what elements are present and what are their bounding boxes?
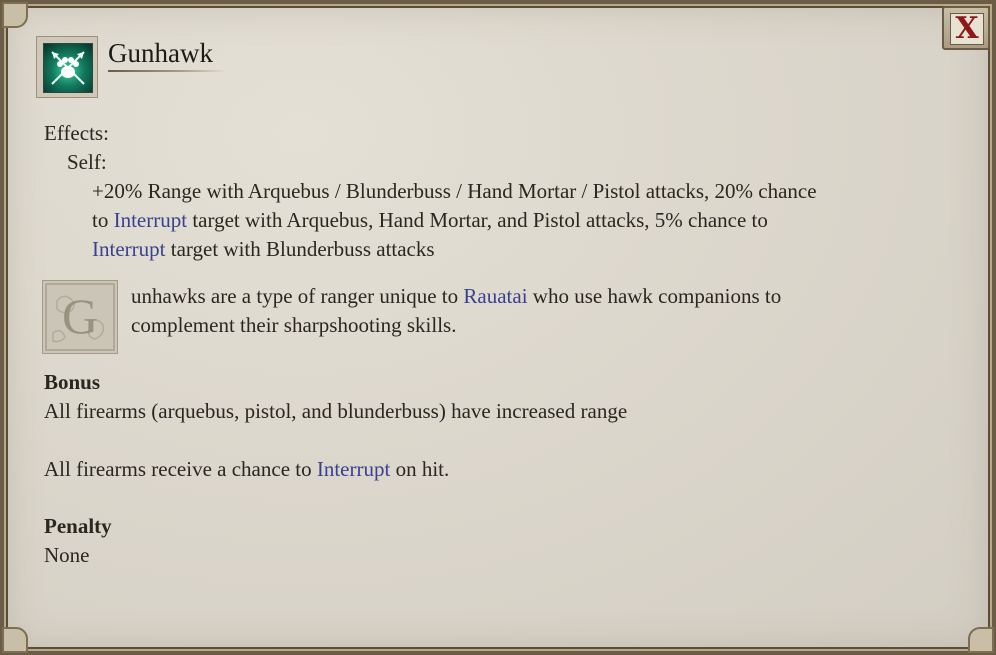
- hawk-paw-crossed-arrows-icon: [43, 43, 93, 93]
- penalty-value: None: [44, 543, 90, 567]
- effects-line-2: to Interrupt target with Arquebus, Hand Mortar, and Pistol attacks, 5% chance to: [92, 208, 768, 232]
- rauatai-keyword-link[interactable]: Rauatai: [463, 284, 528, 308]
- bonus-line-1: All firearms (arquebus, pistol, and blunderbuss) have increased range: [44, 399, 628, 423]
- interrupt-keyword-link[interactable]: Interrupt: [316, 457, 391, 481]
- effects-line-1: +20% Range with Arquebus / Blunderbuss / Hand Mortar / Pistol attacks, 20% chance: [92, 179, 817, 203]
- lore-line-2: complement their sharpshooting skills.: [131, 313, 457, 337]
- close-icon: X: [950, 13, 984, 45]
- frame-corner-ornament: [2, 627, 28, 653]
- interrupt-keyword-link[interactable]: Interrupt: [92, 237, 166, 261]
- effects-header: Effects:: [44, 121, 109, 145]
- title-divider: [108, 70, 226, 72]
- ability-icon-frame: [36, 36, 98, 98]
- dropcap-letter: G: [61, 288, 99, 344]
- effects-target-label: Self:: [67, 150, 107, 174]
- penalty-header: Penalty: [44, 514, 112, 538]
- ability-title: Gunhawk: [108, 38, 213, 68]
- interrupt-keyword-link[interactable]: Interrupt: [113, 208, 188, 232]
- frame-corner-ornament: [2, 2, 28, 28]
- illuminated-dropcap: [42, 280, 118, 354]
- effects-line-3: Interrupt target with Blunderbuss attacks: [92, 237, 435, 261]
- bonus-header: Bonus: [44, 370, 101, 394]
- frame-corner-ornament: [968, 627, 994, 653]
- lore-line-1: unhawks are a type of ranger unique to Rauatai who use hawk companions to: [131, 284, 782, 308]
- close-button[interactable]: [942, 6, 990, 50]
- bonus-line-2: All firearms receive a chance to Interrupt on hit.: [44, 457, 450, 481]
